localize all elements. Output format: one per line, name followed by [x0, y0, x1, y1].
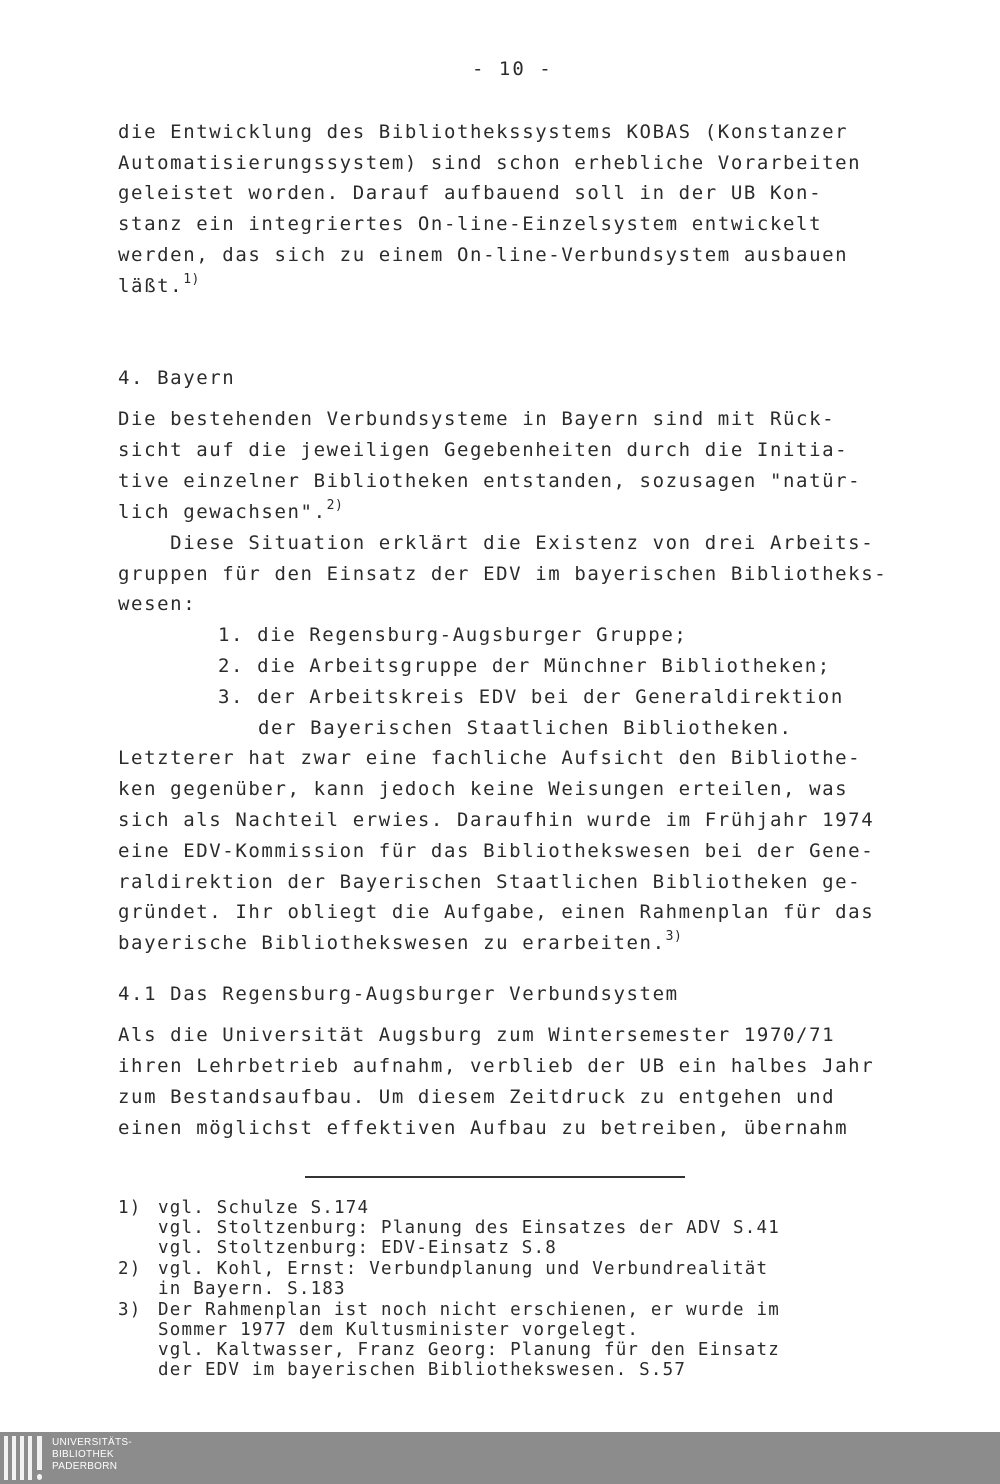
- text-line: Automatisierungssystem) sind schon erhebliche Vorarbeiten: [118, 152, 862, 174]
- text-line: [118, 931, 682, 955]
- page-number: - 10 -: [472, 58, 553, 80]
- footnote-separator: [305, 1176, 685, 1178]
- logo-line: PADERBORN: [52, 1461, 118, 1472]
- text-line: ken gegenüber, kann jedoch keine Weisungen erteilen, was: [118, 778, 849, 800]
- list-item: 2. die Arbeitsgruppe der Münchner Bibliotheken;: [218, 655, 831, 677]
- text-fragment: lich gewachsen".: [118, 501, 327, 523]
- text-line: sich als Nachteil erwies. Daraufhin wurde im Frühjahr 1974: [118, 809, 875, 831]
- logo-line: UNIVERSITÄTS-: [52, 1437, 133, 1448]
- footnote-line: vgl. Schulze S.174: [158, 1198, 370, 1218]
- library-logo-text: [52, 1437, 132, 1473]
- logo-line: BIBLIOTHEK: [52, 1449, 114, 1460]
- text-line: eine EDV-Kommission für das Bibliothekswesen bei der Gene-: [118, 840, 875, 862]
- text-line: raldirektion der Bayerischen Staatlichen Bibliotheken ge-: [118, 871, 862, 893]
- text-fragment: läßt.: [118, 275, 184, 297]
- text-line: Letzterer hat zwar eine fachliche Aufsicht den Bibliothe-: [118, 747, 862, 769]
- footnote-reference: 1): [183, 272, 200, 287]
- text-line: die Entwicklung des Bibliothekssystems KOBAS (Konstanzer: [118, 121, 849, 143]
- text-line: ihren Lehrbetrieb aufnahm, verblieb der UB ein halbes Jahr: [118, 1055, 875, 1077]
- footnote-marker: 3): [118, 1300, 142, 1320]
- footnote-line: Sommer 1977 dem Kultusminister vorgelegt.: [158, 1320, 640, 1340]
- text-line: stanz ein integriertes On-line-Einzelsystem entwickelt: [118, 213, 823, 235]
- footnote-line: Der Rahmenplan ist noch nicht erschienen, er wurde im: [158, 1300, 781, 1320]
- text-fragment: bayerische Bibliothekswesen zu erarbeiten.: [118, 932, 666, 954]
- footnote-reference: 3): [665, 929, 683, 944]
- footnote-line: in Bayern. S.183: [158, 1279, 346, 1299]
- text-line: gründet. Ihr obliegt die Aufgabe, einen Rahmenplan für das: [118, 901, 875, 923]
- text-line: werden, das sich zu einem On-line-Verbundsystem ausbauen: [118, 244, 849, 266]
- list-item: 1. die Regensburg-Augsburger Gruppe;: [218, 624, 688, 646]
- footnote-line: vgl. Stoltzenburg: EDV-Einsatz S.8: [158, 1238, 558, 1258]
- text-line: sicht auf die jeweiligen Gegebenheiten durch die Initia-: [118, 439, 849, 461]
- footnote-line: der EDV im bayerischen Bibliothekswesen. S.57: [158, 1360, 687, 1380]
- text-line: geleistet worden. Darauf aufbauend soll in der UB Kon-: [118, 182, 823, 204]
- section-heading: 4. Bayern: [118, 367, 236, 389]
- footnote-marker: 1): [118, 1198, 142, 1218]
- footnote-line: vgl. Kohl, Ernst: Verbundplanung und Verbundrealität: [158, 1259, 769, 1279]
- footnote-line: vgl. Kaltwasser, Franz Georg: Planung für den Einsatz: [158, 1340, 781, 1360]
- text-line: wesen:: [118, 593, 197, 615]
- text-line: Die bestehenden Verbundsysteme in Bayern sind mit Rück-: [118, 408, 836, 430]
- footnote-reference: 2): [326, 498, 344, 513]
- text-line: einen möglichst effektiven Aufbau zu betreiben, übernahm: [118, 1117, 849, 1139]
- subsection-heading: 4.1 Das Regensburg-Augsburger Verbundsystem: [118, 983, 679, 1005]
- text-line: tive einzelner Bibliotheken entstanden, sozusagen "natür-: [118, 470, 862, 492]
- text-line: [118, 500, 343, 524]
- text-line: gruppen für den Einsatz der EDV im bayerischen Bibliotheks-: [118, 563, 888, 585]
- library-footer: [0, 1432, 1000, 1484]
- library-logo-icon: [4, 1436, 44, 1480]
- text-line: Diese Situation erklärt die Existenz von drei Arbeits-: [118, 532, 875, 554]
- text-line: Als die Universität Augsburg zum Wintersemester 1970/71: [118, 1024, 836, 1046]
- text-line: [118, 274, 200, 298]
- text-line: zum Bestandsaufbau. Um diesem Zeitdruck zu entgehen und: [118, 1086, 836, 1108]
- footnote-marker: 2): [118, 1259, 142, 1279]
- list-item: 3. der Arbeitskreis EDV bei der Generaldirektion: [218, 686, 844, 708]
- footnote-line: vgl. Stoltzenburg: Planung des Einsatzes der ADV S.41: [158, 1218, 781, 1238]
- list-item-continuation: der Bayerischen Staatlichen Bibliotheken.: [258, 717, 793, 739]
